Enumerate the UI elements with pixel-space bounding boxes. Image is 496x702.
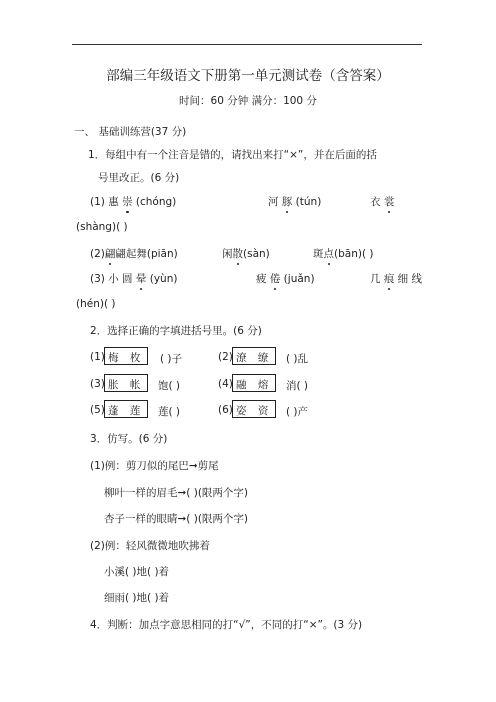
q3-item-1a: 柳叶一样的眉毛➞( )(限两个字): [104, 487, 249, 499]
word-prefix: 惠: [108, 196, 123, 208]
word-prefix: 闲: [222, 248, 233, 260]
char-choice-4: 融 熔: [236, 379, 273, 391]
q1-item-3b: [256, 271, 315, 286]
word-prefix: 小 圆: [108, 273, 136, 285]
q2-blank-3: 饱( ): [158, 380, 181, 392]
q1-item-1b: [268, 194, 321, 209]
char-choice-6: 姿 资: [236, 405, 273, 417]
item-number: (3): [90, 273, 105, 285]
dotted-char: 晕: [135, 273, 147, 285]
q3-item-1b: 杏子一样的眼睛➞( )(限两个字): [104, 513, 249, 525]
q2-num-5: (5): [90, 404, 105, 416]
q1-item-1c: [370, 194, 394, 209]
q1-instruction-line2: 号里改正。(6 分): [98, 172, 180, 184]
q3-example-2: (2)例：轻风微微地吹拂着: [90, 540, 210, 552]
dotted-char: 散: [232, 248, 243, 260]
exam-info: 时间：60 分钟 满分：100 分: [179, 95, 317, 107]
dotted-char: 翩: [104, 248, 116, 260]
q3-instruction: 3．仿写。(6 分): [90, 433, 168, 445]
top-rule: [72, 44, 422, 45]
q2-num-1: (1): [90, 351, 105, 363]
q3-item-2b: 细雨( )地( )着: [104, 592, 170, 604]
dotted-char: 痕: [383, 273, 395, 285]
pinyin: (chóng): [132, 196, 177, 208]
word-rest: (bān)( ): [334, 248, 374, 260]
pinyin: (juǎn): [280, 273, 315, 285]
q2-instruction: 2．选择正确的字填进括号里。(6 分): [90, 325, 262, 337]
q2-num-2: (2): [218, 351, 233, 363]
q1-item-2a: [90, 246, 178, 261]
dotted-char: 点: [323, 248, 334, 260]
dotted-char: 崇: [122, 196, 133, 208]
q4-instruction: 4．判断：加点字意思相同的打“√”，不同的打“×”。(3 分): [90, 619, 363, 631]
pinyin: (yùn): [146, 273, 178, 285]
word-prefix: 疲: [256, 273, 270, 285]
word-prefix: 河: [268, 196, 282, 208]
q1-item-2b: [222, 246, 270, 261]
q2-blank-1: ( )子: [160, 353, 183, 365]
item-number: (1): [90, 196, 105, 208]
q2-blank-5: 莲( ): [158, 406, 181, 418]
q1-item-2c: [313, 246, 373, 261]
q2-num-4: (4): [218, 378, 233, 390]
char-choice-3: 胀 帐: [108, 379, 145, 391]
word-rest: 翩起舞(piān): [115, 248, 178, 260]
dotted-char: 倦: [269, 273, 281, 285]
q2-blank-4: 消( ): [286, 380, 309, 392]
q2-num-3: (3): [90, 378, 105, 390]
q1-item-1c-continued: (shàng)( ): [76, 221, 128, 233]
q2-num-6: (6): [218, 404, 233, 416]
char-choice-1: 梅 枚: [108, 352, 145, 364]
word-prefix: 衣: [370, 196, 384, 208]
q2-blank-2: ( )乱: [286, 353, 309, 365]
pinyin: (tún): [292, 196, 322, 208]
word-prefix: 几: [370, 273, 384, 285]
word-rest: (sàn): [243, 248, 270, 260]
word-rest: 细 线: [394, 273, 423, 285]
q1-item-3c-continued: (hén)( ): [76, 298, 116, 310]
section-heading: 一、 基础训练营(37 分): [74, 126, 187, 138]
q1-item-1a: [90, 194, 176, 209]
page-title: 部编三年级语文下册第一单元测试卷（含答案）: [106, 68, 390, 84]
q1-item-3c: [370, 271, 422, 286]
word-prefix: 斑: [313, 248, 324, 260]
char-choice-2: 潦 缭: [236, 352, 273, 364]
q1-instruction-line1: 1．每组中有一个注音是错的，请找出来打“×”，并在后面的括: [88, 149, 377, 161]
q1-item-3a: [90, 271, 177, 286]
dotted-char: 豚: [281, 196, 293, 208]
q3-example-1: (1)例：剪刀似的尾巴➞剪尾: [90, 460, 219, 472]
item-number: (2): [90, 248, 105, 260]
dotted-char: 裳: [383, 196, 395, 208]
q2-blank-6: ( )产: [286, 406, 309, 418]
char-choice-5: 蓬 莲: [108, 405, 145, 417]
q3-item-2a: 小溪( )地( )着: [104, 566, 170, 578]
